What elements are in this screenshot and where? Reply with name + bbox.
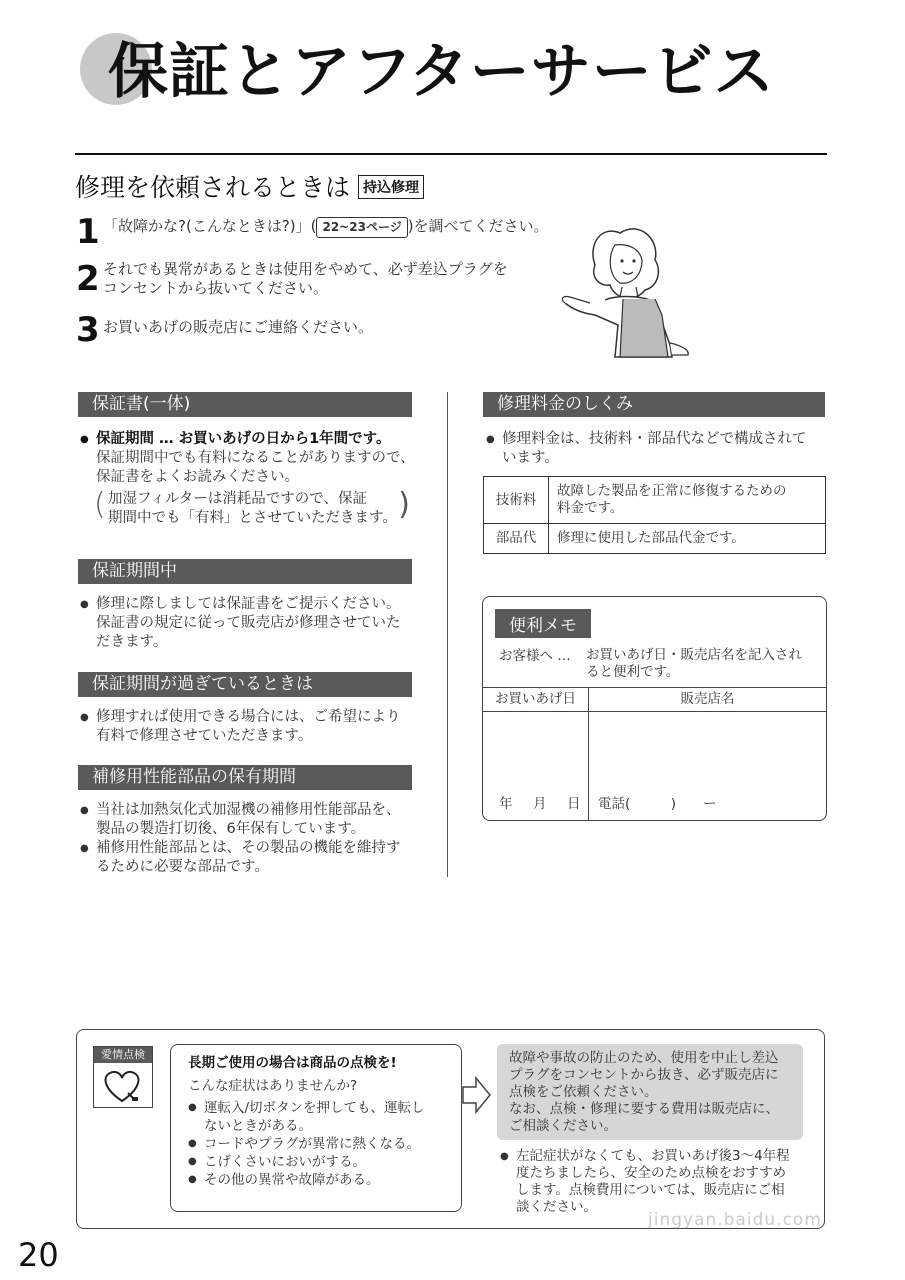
- after-warranty-heading: 保証期間が過ぎているときは: [78, 672, 412, 697]
- inspection-symptoms: 長期ご使用の場合は商品の点検を! こんな症状はありませんか? ● 運転入/切ボタンを押しても、運転し ないときがある。 ● コードやプラグが異常に熱くなる。 ● こげくさいにおいがする。 ● その他の異常や故障がある。: [188, 1054, 458, 1189]
- inspection-badge: 愛情点検: [93, 1046, 153, 1108]
- parts-body: ● 当社は加熱気化式加湿機の補修用性能部品を、 製品の製造打切後、6年保有しています。 ● 補修用性能部品とは、その製品の機能を維持す るために必要な部品です。: [80, 801, 430, 877]
- during-warranty-heading: 保証期間中: [78, 559, 412, 584]
- table-row: 部品代 修理に使用した部品代金です。: [484, 524, 826, 554]
- step-text: それでも異常があるときは使用をやめて、必ず差込プラグを コンセントから抜いてください。: [103, 260, 508, 297]
- fee-body: ● 修理料金は、技術料・部品代などで構成されて います。: [486, 430, 828, 468]
- woman-illustration: [560, 215, 710, 365]
- watermark: jingyan.baidu.com: [648, 1210, 822, 1230]
- memo-lead-text: お買いあげ日・販売店名を記入され ると便利です。: [586, 647, 802, 680]
- memo-heading: 便利メモ: [495, 609, 591, 638]
- page-reference[interactable]: 22~23ページ: [316, 217, 407, 238]
- step-number: 1: [76, 212, 100, 252]
- arrow-right-icon: [462, 1075, 492, 1115]
- page-number: 20: [18, 1236, 59, 1274]
- warranty-heading: 保証書(一体): [78, 392, 412, 417]
- step-number: 3: [76, 310, 100, 350]
- carry-in-repair-tag: 持込修理: [358, 175, 424, 199]
- year-label: 年: [499, 796, 513, 812]
- fee-heading: 修理料金のしくみ: [483, 392, 825, 417]
- month-label: 月: [533, 796, 547, 812]
- memo-lead: お客様へ …: [499, 648, 571, 664]
- inspection-note: ● 左記症状がなくても、お買いあげ後3〜4年程 度たちましたら、安全のため点検をおすすめ します。点検費用については、販売店にご相 談ください。: [500, 1148, 810, 1216]
- purchase-date-label: お買いあげ日: [495, 691, 576, 707]
- during-warranty-body: ● 修理に際しましては保証書をご提示ください。 保証書の規定に従って販売店が修理させていた だきます。: [80, 595, 430, 652]
- repair-heading: 修理を依頼されるときは 持込修理: [75, 168, 424, 204]
- table-row: 技術料 故障した製品を正常に修復するための 料金です。: [484, 477, 826, 524]
- inspection-advice: 故障や事故の防止のため、使用を中止し差込 プラグをコンセントから抜き、必ず販売店に 点検をご依頼ください。 なお、点検・修理に要する費用は販売店に、 ご相談ください。: [509, 1050, 779, 1134]
- fee-table: [483, 476, 826, 554]
- filter-note: ( 加湿フィルターは消耗品ですので、保証 期間中でも「有料」とさせていただきます。 ): [94, 487, 410, 526]
- step-text: お買いあげの販売店にご連絡ください。: [103, 318, 374, 336]
- warranty-body: ● 保証期間 … お買いあげの日から1年間です。 保証期間中でも有料になることがありますので、 保証書をよくお読みください。 ( 加湿フィルターは消耗品ですので、保証 期間中でも「有料」とさせていただきます。 ): [80, 430, 430, 528]
- column-divider: [447, 392, 448, 877]
- heart-plug-icon: [94, 1063, 151, 1107]
- phone-label: 電話( ) ー: [598, 796, 717, 812]
- step-number: 2: [76, 259, 100, 299]
- parts-heading: 補修用性能部品の保有期間: [78, 765, 412, 790]
- page-title: 保証とアフターサービス: [108, 37, 775, 107]
- step-text: 「故障かな?(こんなときは?)」( 22~23ページ )を調べてください。: [103, 217, 549, 238]
- memo-box: [482, 596, 827, 821]
- after-warranty-body: ● 修理すれば使用できる場合には、ご希望により 有料で修理させていただきます。: [80, 708, 430, 746]
- day-label: 日: [567, 796, 581, 812]
- title-rule: [75, 153, 827, 155]
- store-name-label: 販売店名: [680, 691, 735, 707]
